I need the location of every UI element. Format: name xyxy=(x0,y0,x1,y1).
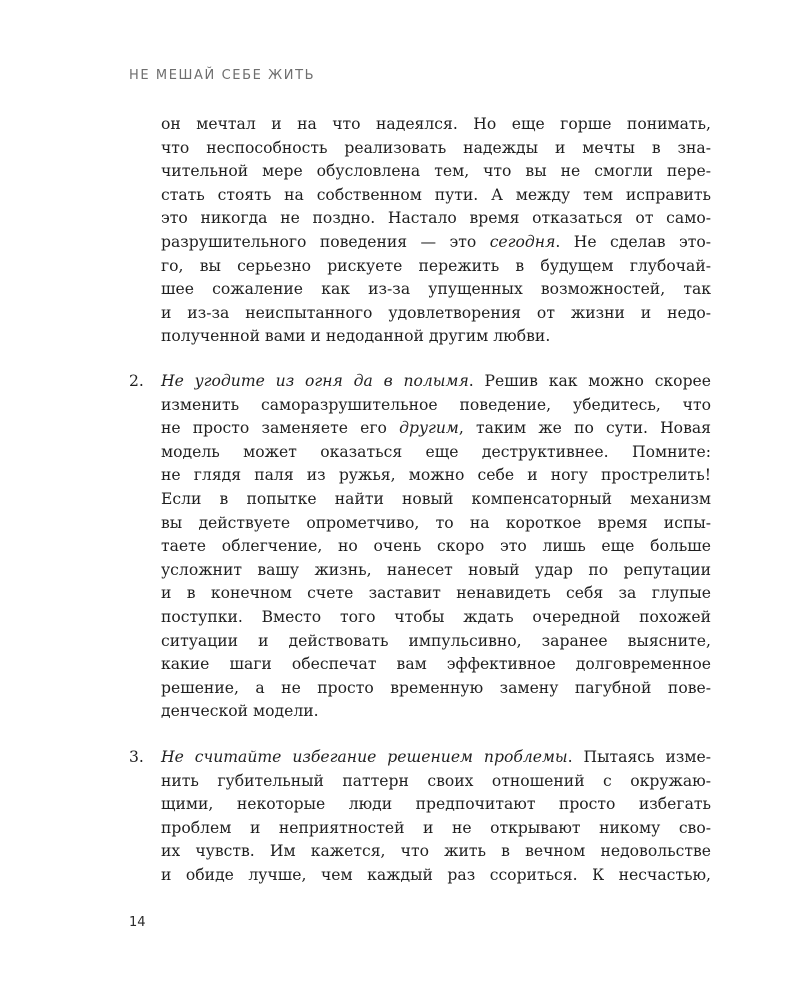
text-line: он мечтал и на что надеялся. Но еще горше понимать, xyxy=(161,115,711,133)
text-line: вы действуете опрометчиво, то на короткое время испы- xyxy=(161,513,711,532)
paragraph-continuation xyxy=(161,113,711,349)
text-fragment: не просто заменяете его xyxy=(161,419,400,438)
text-line: не глядя паля из ружья, можно себе и ногу прострелить! xyxy=(161,466,711,485)
running-head: НЕ МЕШАЙ СЕБЕ ЖИТЬ xyxy=(129,68,316,83)
text-line: их чувств. Им кажется, что жить в вечном недовольстве xyxy=(161,842,711,861)
item-title-italic: Не считайте избегание решением проблемы xyxy=(161,748,568,766)
emphasis-today: сегодня xyxy=(489,232,556,251)
text-line: и обиде лучше, чем каждый раз ссориться. К несчастью, xyxy=(161,865,711,884)
text-line: го, вы серьезно рискуете пережить в будущем глубочай- xyxy=(161,256,711,275)
text-line: и в конечном счете заставит ненавидеть себя за глупые xyxy=(161,584,711,603)
text-line: денческой модели. xyxy=(161,702,319,721)
text-fragment: . Пытаясь изме- xyxy=(567,748,712,766)
text-line: ситуации и действовать импульсивно, заранее выясните, xyxy=(161,631,711,650)
list-item-2 xyxy=(161,370,711,724)
text-line: чительной мере обусловлена тем, что вы не смогли пере- xyxy=(161,162,711,181)
item-title-italic: Не угодите из огня да в полымя xyxy=(161,372,469,390)
text-line: изменить саморазрушительное поведение, убедитесь, что xyxy=(161,395,711,414)
text-line: модель может оказаться еще деструктивнее. Помните: xyxy=(161,442,711,461)
text-fragment: . Решив как можно скорее xyxy=(468,372,712,390)
text-line: шее сожаление как из-за упущенных возможностей, так xyxy=(161,280,711,299)
text-fragment: разрушительного поведения — это xyxy=(161,232,490,251)
text-line: полученной вами и недоданной другим любви. xyxy=(161,327,551,346)
text-fragment: , таким же по сути. Новая xyxy=(458,419,711,438)
text-line: стать стоять на собственном пути. А между тем исправить xyxy=(161,185,711,204)
page-number: 14 xyxy=(129,915,146,930)
text-line: Если в попытке найти новый компенсаторный механизм xyxy=(161,489,711,508)
list-item-number: 3. xyxy=(129,748,144,766)
text-line: проблем и неприятностей и не открывают никому сво- xyxy=(161,818,711,837)
text-line: решение, а не просто временную замену пагубной пове- xyxy=(161,678,711,697)
text-line xyxy=(161,417,711,441)
text-line: какие шаги обеспечат вам эффективное долговременное xyxy=(161,655,711,674)
text-line: и из-за неиспытанного удовлетворения от жизни и недо- xyxy=(161,303,711,322)
text-line xyxy=(161,231,711,255)
text-fragment: . Не сделав это- xyxy=(555,232,712,251)
text-line: щими, некоторые люди предпочитают просто избегать xyxy=(161,795,711,814)
text-line xyxy=(161,746,711,770)
emphasis-other: другим xyxy=(399,419,459,438)
text-line: нить губительный паттерн своих отношений с окружаю- xyxy=(161,771,711,790)
list-item-number: 2. xyxy=(129,372,144,390)
text-line: поступки. Вместо того чтобы ждать очередной похожей xyxy=(161,607,711,626)
list-item-3 xyxy=(161,746,711,888)
text-line xyxy=(161,370,711,394)
text-line: это никогда не поздно. Настало время отказаться от само- xyxy=(161,209,711,228)
text-line: усложнит вашу жизнь, нанесет новый удар по репутации xyxy=(161,560,711,579)
text-line: что неспособность реализовать надежды и мечты в зна- xyxy=(161,138,711,157)
text-line: таете облегчение, но очень скоро это лишь еще больше xyxy=(161,537,711,556)
